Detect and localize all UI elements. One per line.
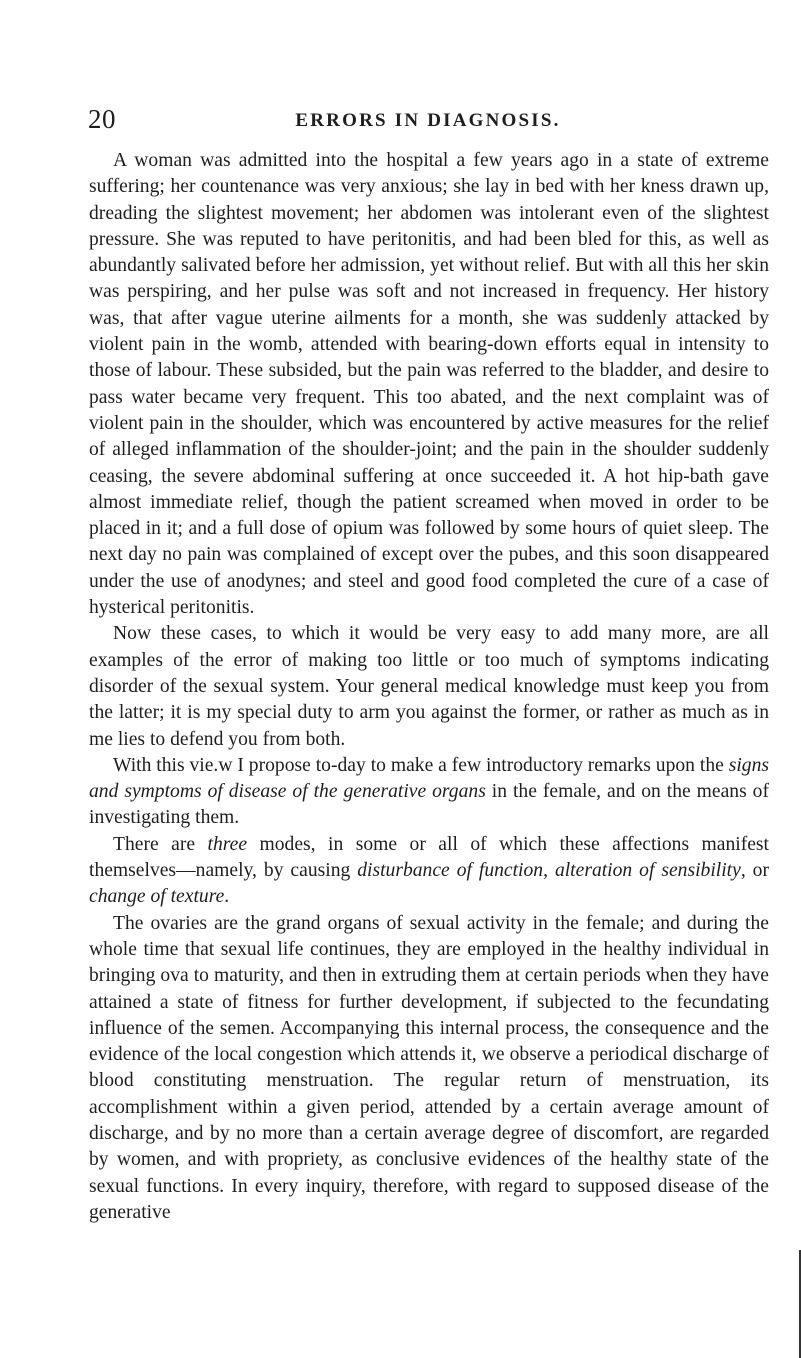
paragraph-introductory-remarks: [89, 753, 769, 832]
text-run: .: [224, 886, 230, 908]
italic-phrase: three: [207, 833, 248, 855]
body-text: [89, 148, 769, 1226]
italic-phrase: disturbance of function: [357, 860, 544, 882]
text-run: ,: [543, 860, 555, 882]
paragraph-case-history: A woman was admitted into the hospital a few years ago in a state of extreme suffering; her countenance was very anxious; she lay in bed with her kness drawn up, dreading the slightest movement; her abdomen was intolerant even of the slightest pressure. She was reputed to have peritonitis, and had been bled for this, as well as abundantly salivated before her admission, yet without relief. But with all this her skin was perspiring, and her pulse was soft and not increased in frequency. Her history was, that after vague uterine ailments for a month, she was suddenly attacked by violent pain in the womb, attended with bearing-down efforts equal in intensity to those of labour. These subsided, but the pain was referred to the bladder, and desire to pass water became very frequent. This too abated, and the next complaint was of violent pain in the shoulder, which was encountered by active measures for the relief of alleged inflammation of the shoulder-joint; and the pain in the shoulder suddenly ceasing, the severe abdominal suffering at once succeeded it. A hot hip-bath gave almost immediate relief, though the patient screamed when moved in order to be placed in it; and a full dose of opium was followed by some hours of quiet sleep. The next day no pain was complained of except over the pubes, and this soon disappeared under the use of anodynes; and steel and good food completed the cure of a case of hysterical peritonitis.: [89, 150, 769, 619]
text-run: With this vie.w I propose to-day to make a few introductory remarks upon the: [113, 754, 729, 776]
text-run: There are: [113, 833, 208, 855]
running-head: ERRORS IN DIAGNOSIS.: [295, 110, 561, 131]
italic-phrase: signs and symptoms of disease of the generative organs: [89, 754, 770, 803]
italic-phrase: alteration of sensibility: [554, 860, 741, 882]
paragraph-three-modes: [89, 832, 769, 911]
page-number: 20: [88, 104, 116, 134]
paragraph-ovaries: The ovaries are the grand organs of sexual activity in the female; and during the whole time that sexual life continues, they are employed in the healthy individual in bringing ova to maturity, and then in extruding them at certain periods when they have attained a state of fitness for further development, if subjected to the fecundating influence of the semen. Accompanying this internal process, the consequence and the evidence of the local congestion which attends it, we observe a periodical discharge of blood constituting menstruation. The regular return of menstruation, its accomplishment within a given period, attended by a certain average amount of discharge, and by no more than a certain average degree of discomfort, are regarded by women, and with propriety, as conclusive evidences of the healthy state of the sexual functions. In every inquiry, therefore, with regard to supposed disease of the generative: [89, 912, 769, 1223]
italic-phrase: change of texture: [89, 886, 225, 908]
text-run: modes, in some or all of which these affections manifest themselves—namely, by causing: [89, 833, 769, 882]
text-run: , or: [740, 860, 769, 882]
text-run: in the female, and on the means of investigating them.: [89, 781, 769, 829]
page-header: [88, 104, 768, 134]
paragraph-examples-of-error: Now these cases, to which it would be very easy to add many more, are all examples of the error of making too little or too much of symptoms indicating disorder of the sexual system. Your general medical knowledge must keep you from the latter; it is my special duty to arm you against the former, or rather as much as in me lies to defend you from both.: [89, 623, 769, 750]
